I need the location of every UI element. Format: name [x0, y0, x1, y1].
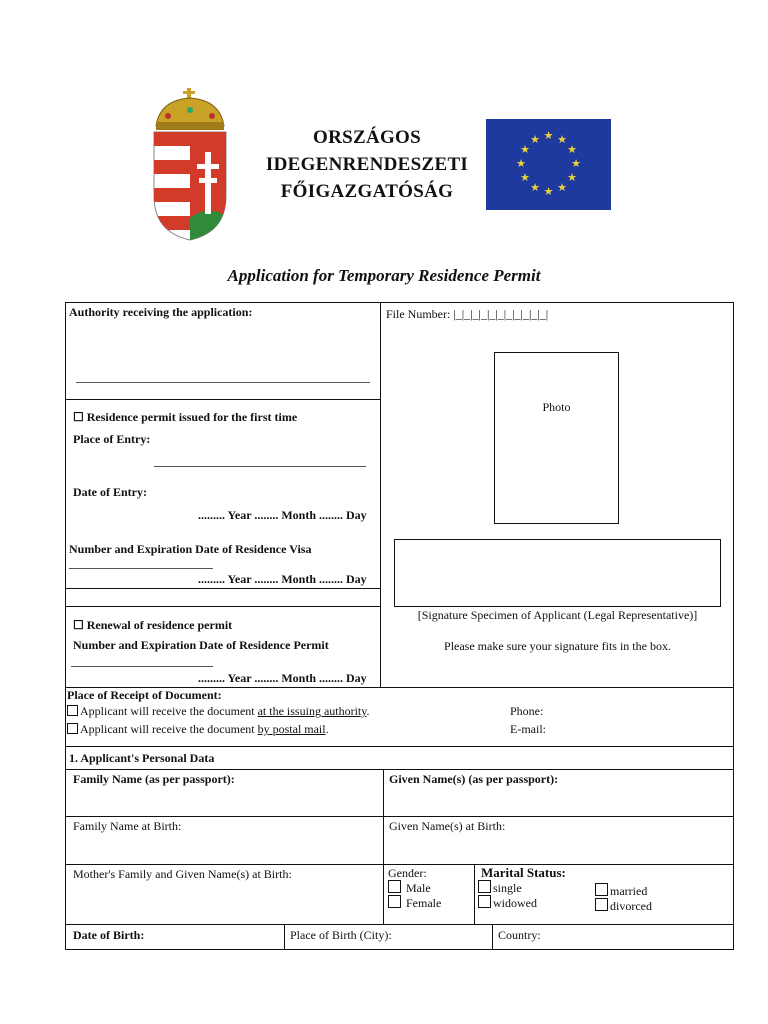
gender-male-option[interactable]: Male: [388, 880, 431, 896]
first-time-checkbox[interactable]: ☐ Residence permit issued for the first time: [73, 410, 298, 424]
svg-text:★: ★: [520, 143, 530, 156]
receipt-label: Place of Receipt of Document:: [67, 688, 222, 702]
org-line: IDEGENRENDESZETI: [265, 154, 469, 175]
visa-label: Number and Expiration Date of Residence Visa: [69, 542, 312, 556]
svg-text:★: ★: [520, 171, 530, 184]
gender-label: Gender:: [388, 866, 427, 880]
organization-name: [262, 124, 472, 205]
svg-text:★: ★: [516, 157, 526, 170]
country-label[interactable]: Country:: [498, 928, 541, 942]
checkbox[interactable]: [388, 880, 401, 893]
place-of-entry-line[interactable]: [154, 466, 366, 467]
checkbox[interactable]: [478, 880, 491, 893]
svg-text:★: ★: [557, 181, 567, 194]
permit-number-line[interactable]: [71, 666, 213, 667]
renewal-checkbox[interactable]: ☐ Renewal of residence permit: [73, 618, 233, 632]
photo-box: [494, 352, 619, 524]
visa-number-line[interactable]: [69, 568, 213, 569]
visa-date-pattern[interactable]: ......... Year ........ Month ........ Day: [198, 572, 367, 586]
org-line: ORSZÁGOS: [313, 127, 421, 148]
family-name-label[interactable]: Family Name (as per passport):: [73, 772, 235, 786]
svg-text:★: ★: [530, 133, 540, 146]
email-label[interactable]: E-mail:: [510, 722, 546, 736]
authority-label: Authority receiving the application:: [69, 305, 253, 319]
checkbox[interactable]: [478, 895, 491, 908]
svg-text:★: ★: [557, 133, 567, 146]
date-of-entry-pattern[interactable]: ......... Year ........ Month ........ Day: [198, 508, 367, 522]
svg-text:★: ★: [543, 185, 554, 198]
checkbox[interactable]: [595, 883, 608, 896]
marital-married-option[interactable]: married: [595, 883, 647, 899]
checkbox[interactable]: [388, 895, 401, 908]
checkbox[interactable]: [595, 898, 608, 911]
org-line: FŐIGAZGATÓSÁG: [280, 181, 454, 202]
given-names-birth-label[interactable]: Given Name(s) at Birth:: [389, 819, 506, 833]
eu-flag-icon: [486, 119, 611, 210]
receipt-option-authority[interactable]: Applicant will receive the document at the issuing authority.: [67, 704, 369, 719]
signature-box[interactable]: [394, 539, 721, 607]
signature-note: Please make sure your signature fits in the box.: [444, 639, 671, 653]
hungarian-coat-of-arms-icon: [150, 86, 230, 242]
place-of-entry-label: Place of Entry:: [73, 432, 151, 446]
mother-name-label[interactable]: Mother's Family and Given Name(s) at Birth:: [73, 867, 292, 881]
permit-date-pattern[interactable]: ......... Year ........ Month ........ Day: [198, 671, 367, 685]
marital-divorced-option[interactable]: divorced: [595, 898, 652, 914]
authority-input-line[interactable]: [76, 382, 370, 383]
checkbox[interactable]: [67, 723, 78, 734]
form-title: Application for Temporary Residence Permit: [227, 266, 541, 285]
svg-text:★: ★: [530, 181, 540, 194]
svg-text:★: ★: [571, 157, 581, 170]
family-name-birth-label[interactable]: Family Name at Birth:: [73, 819, 182, 833]
marital-label: Marital Status:: [481, 865, 566, 880]
svg-text:★: ★: [567, 171, 577, 184]
gender-female-option[interactable]: Female: [388, 895, 441, 911]
checkbox[interactable]: [67, 705, 78, 716]
personal-section-title: 1. Applicant's Personal Data: [69, 751, 215, 765]
receipt-option-mail[interactable]: Applicant will receive the document by postal mail.: [67, 722, 329, 737]
signature-caption: [Signature Specimen of Applicant (Legal Representative)]: [417, 608, 698, 622]
marital-single-option[interactable]: single: [478, 880, 522, 896]
file-number[interactable]: [386, 307, 548, 322]
given-names-label[interactable]: Given Name(s) (as per passport):: [389, 772, 559, 786]
svg-text:★: ★: [543, 129, 554, 142]
file-number-boxes: |_|_|_|_|_|_|_|_|_|_|_|: [453, 307, 549, 321]
file-number-label: File Number:: [386, 307, 451, 321]
date-of-entry-label: Date of Entry:: [73, 485, 147, 499]
place-of-birth-label[interactable]: Place of Birth (City):: [290, 928, 392, 942]
phone-label[interactable]: Phone:: [510, 704, 544, 718]
date-of-birth-label[interactable]: Date of Birth:: [73, 928, 145, 942]
permit-label: Number and Expiration Date of Residence Permit: [73, 638, 329, 652]
photo-label: Photo: [542, 400, 571, 414]
marital-widowed-option[interactable]: widowed: [478, 895, 537, 911]
svg-text:★: ★: [567, 143, 577, 156]
